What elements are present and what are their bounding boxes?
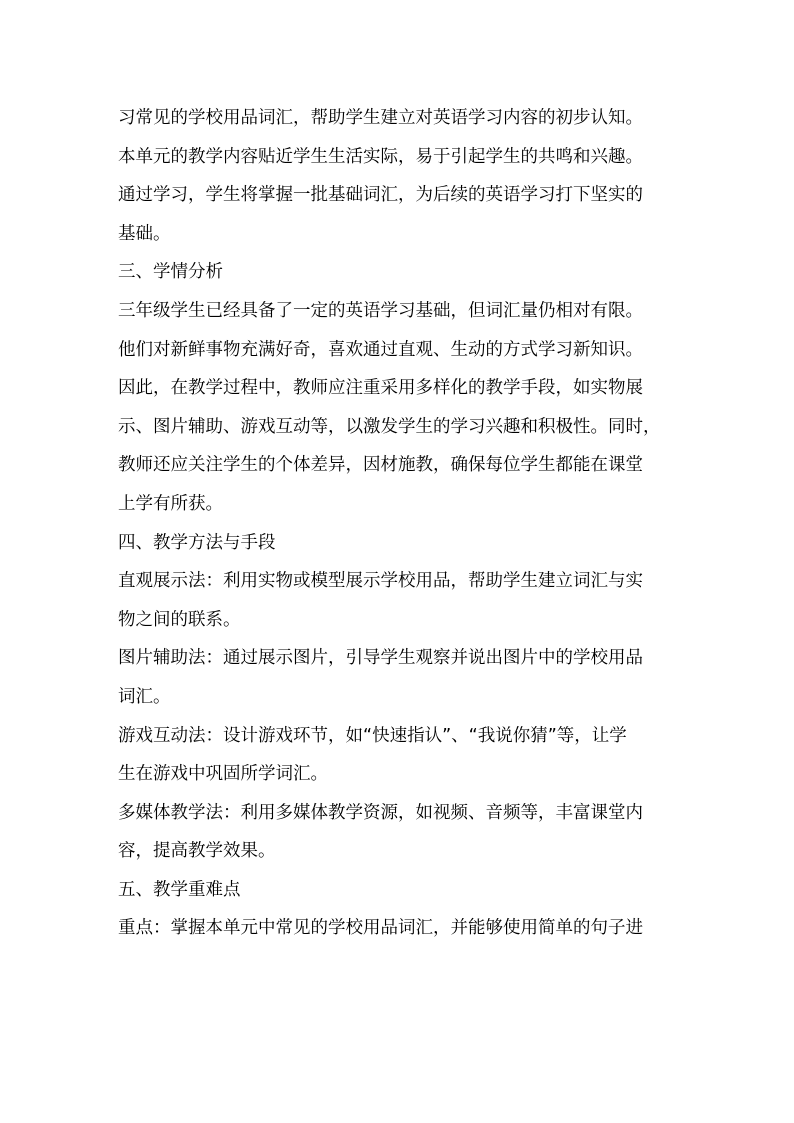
- paragraph-line: 因此，在教学过程中，教师应注重采用多样化的教学手段，如实物展: [118, 378, 643, 399]
- document-body: [118, 99, 688, 948]
- paragraph-line: 三年级学生已经具备了一定的英语学习基础，但词汇量仍相对有限。: [118, 300, 643, 321]
- paragraph-line: 游戏互动法：设计游戏环节，如“快速指认”、“我说你猜”等，让学: [118, 725, 627, 746]
- paragraph-line: 重点：掌握本单元中常见的学校用品词汇，并能够使用简单的句子进: [118, 918, 643, 939]
- paragraph-line: 上学有所获。: [118, 493, 223, 514]
- section-heading-key-points: 五、教学重难点: [118, 879, 241, 900]
- paragraph-line: 习常见的学校用品词汇，帮助学生建立对英语学习内容的初步认知。: [118, 108, 643, 128]
- paragraph-line: 容，提高教学效果。: [118, 841, 276, 862]
- paragraph-line: 词汇。: [118, 686, 171, 707]
- paragraph-line: 示、图片辅助、游戏互动等，以激发学生的学习兴趣和积极性。同时，: [118, 416, 661, 437]
- paragraph-line: 多媒体教学法：利用多媒体教学资源，如视频、音频等，丰富课堂内: [118, 802, 643, 823]
- paragraph-line: 物之间的联系。: [118, 609, 241, 630]
- paragraph-line: 他们对新鲜事物充满好奇，喜欢通过直观、生动的方式学习新知识。: [118, 339, 643, 360]
- section-heading-teaching-methods: 四、教学方法与手段: [118, 532, 276, 553]
- section-heading-student-analysis: 三、学情分析: [118, 262, 223, 283]
- paragraph-line: 图片辅助法：通过展示图片，引导学生观察并说出图片中的学校用品: [118, 648, 643, 669]
- paragraph-line: 教师还应关注学生的个体差异，因材施教，确保每位学生都能在课堂: [118, 455, 643, 476]
- paragraph-line: 本单元的教学内容贴近学生生活实际，易于引起学生的共鸣和兴趣。: [118, 146, 643, 167]
- paragraph-line: 基础。: [118, 223, 171, 244]
- paragraph-line: 生在游戏中巩固所学词汇。: [118, 764, 328, 785]
- paragraph-line: 通过学习，学生将掌握一批基础词汇，为后续的英语学习打下坚实的: [118, 185, 643, 206]
- paragraph-line: 直观展示法：利用实物或模型展示学校用品，帮助学生建立词汇与实: [118, 571, 643, 592]
